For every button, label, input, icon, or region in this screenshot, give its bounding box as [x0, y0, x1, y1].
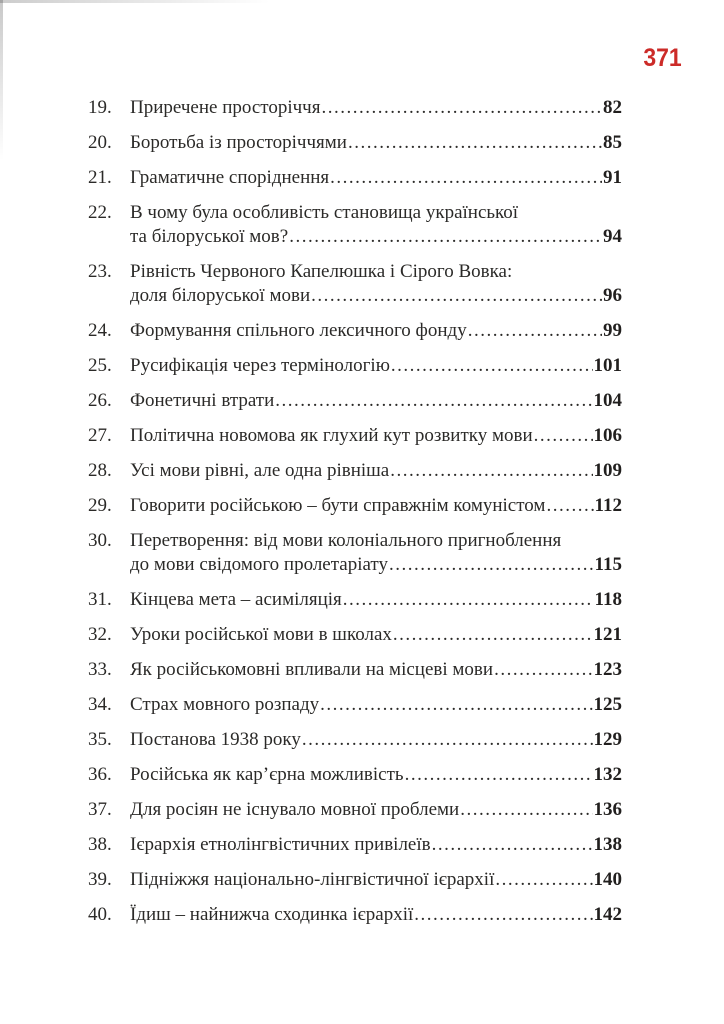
entry-page: 104 — [593, 390, 622, 411]
toc-entry — [88, 201, 622, 249]
dot-leader — [405, 763, 593, 787]
entry-page: 96 — [603, 285, 622, 306]
entry-last-line — [130, 763, 622, 787]
entry-body — [130, 319, 622, 343]
toc-entry — [88, 96, 622, 120]
entry-number: 34. — [88, 694, 112, 715]
entry-last-line — [130, 284, 622, 308]
entry-page: 136 — [593, 799, 622, 820]
entry-page: 118 — [594, 589, 622, 610]
entry-number: 39. — [88, 869, 112, 890]
entry-title-line1: В чому була особливість становища української — [130, 202, 519, 223]
entry-last-line — [130, 588, 622, 612]
entry-body — [130, 260, 622, 308]
toc-entry — [88, 763, 622, 787]
toc-entry — [88, 494, 622, 518]
dot-leader — [393, 623, 593, 647]
dot-leader — [432, 833, 593, 857]
entry-body — [130, 389, 622, 413]
entry-page: 85 — [603, 132, 622, 153]
entry-number: 38. — [88, 834, 112, 855]
toc-entry — [88, 588, 622, 612]
entry-body — [130, 588, 622, 612]
entry-last-line — [130, 96, 622, 120]
entry-number: 27. — [88, 425, 112, 446]
dot-leader — [414, 903, 592, 927]
entry-body — [130, 798, 622, 822]
dot-leader — [389, 553, 594, 577]
entry-title: Ієрархія етнолінгвістичних привілеїв — [130, 834, 431, 855]
entry-title: Як російськомовні впливали на місцеві мови — [130, 659, 494, 680]
entry-body — [130, 693, 622, 717]
entry-page: 112 — [594, 495, 622, 516]
entry-page: 94 — [603, 226, 622, 247]
toc-entry — [88, 529, 622, 577]
entry-number: 28. — [88, 460, 112, 481]
toc-entry — [88, 658, 622, 682]
entry-number: 33. — [88, 659, 112, 680]
dot-leader — [275, 389, 592, 413]
entry-number: 24. — [88, 320, 112, 341]
entry-page: 138 — [593, 834, 622, 855]
entry-page: 106 — [593, 425, 622, 446]
dot-leader — [495, 868, 592, 892]
entry-number: 37. — [88, 799, 112, 820]
entry-body — [130, 658, 622, 682]
entry-page: 140 — [593, 869, 622, 890]
entry-page: 132 — [593, 764, 622, 785]
entry-title: Постанова 1938 року — [130, 729, 301, 750]
toc-entry — [88, 868, 622, 892]
dot-leader — [343, 588, 594, 612]
toc-entry — [88, 131, 622, 155]
entry-title: Уроки російської мови в школах — [130, 624, 392, 645]
entry-last-line — [130, 424, 622, 448]
entry-page: 101 — [593, 355, 622, 376]
entry-title: Усі мови рівні, але одна рівніша — [130, 460, 390, 481]
entry-last-line — [130, 225, 622, 249]
entry-number: 20. — [88, 132, 112, 153]
entry-page: 123 — [593, 659, 622, 680]
toc-entry — [88, 903, 622, 927]
entry-title: Підніжжя національно-лінгвістичної ієрархії — [130, 869, 495, 890]
entry-body — [130, 833, 622, 857]
entry-last-line — [130, 623, 622, 647]
page-number: 371 — [643, 44, 682, 72]
entry-last-line — [130, 166, 622, 190]
entry-number: 22. — [88, 202, 112, 223]
entry-number: 31. — [88, 589, 112, 610]
entry-last-line — [130, 833, 622, 857]
dot-leader — [321, 96, 602, 120]
dot-leader — [494, 658, 592, 682]
entry-title: Політична новомова як глухий кут розвитку мови — [130, 425, 533, 446]
scan-edge-left — [0, 0, 3, 160]
entry-last-line — [130, 494, 622, 518]
entry-number: 40. — [88, 904, 112, 925]
entry-page: 129 — [593, 729, 622, 750]
entry-last-line — [130, 553, 622, 577]
entry-title: Кінцева мета – асиміляція — [130, 589, 342, 610]
entry-title: Русифікація через термінологію — [130, 355, 390, 376]
dot-leader — [546, 494, 593, 518]
entry-body — [130, 763, 622, 787]
entry-number: 32. — [88, 624, 112, 645]
dot-leader — [391, 354, 593, 378]
dot-leader — [534, 424, 593, 448]
entry-title-line1: Рівність Червоного Капелюшка і Сірого Вовка: — [130, 261, 513, 282]
entry-body — [130, 728, 622, 752]
entry-body — [130, 131, 622, 155]
dot-leader — [311, 284, 602, 308]
entry-title: Граматичне споріднення — [130, 167, 330, 188]
dot-leader — [302, 728, 593, 752]
entry-number: 30. — [88, 530, 112, 551]
entry-title: доля білоруської мови — [130, 285, 311, 306]
dot-leader — [468, 319, 602, 343]
dot-leader — [330, 166, 602, 190]
entry-title: Російська як кар’єрна можливість — [130, 764, 404, 785]
entry-title: Говорити російською – бути справжнім комуністом — [130, 495, 546, 516]
dot-leader — [460, 798, 592, 822]
entry-body — [130, 354, 622, 378]
dot-leader — [390, 459, 592, 483]
table-of-contents — [88, 96, 622, 938]
entry-number: 29. — [88, 495, 112, 516]
entry-page: 109 — [593, 460, 622, 481]
entry-body — [130, 868, 622, 892]
entry-number: 21. — [88, 167, 112, 188]
entry-title-line1: Перетворення: від мови колоніального пригноблення — [130, 530, 562, 551]
entry-page: 82 — [603, 97, 622, 118]
entry-page: 115 — [594, 554, 622, 575]
entry-last-line — [130, 459, 622, 483]
entry-page: 125 — [593, 694, 622, 715]
entry-number: 26. — [88, 390, 112, 411]
entry-body — [130, 201, 622, 249]
entry-last-line — [130, 798, 622, 822]
toc-entry — [88, 260, 622, 308]
toc-entry — [88, 693, 622, 717]
entry-number: 25. — [88, 355, 112, 376]
entry-body — [130, 96, 622, 120]
toc-entry — [88, 389, 622, 413]
entry-title: Фонетичні втрати — [130, 390, 275, 411]
entry-title: Їдиш – найнижча сходинка ієрархії — [130, 904, 414, 925]
dot-leader — [348, 131, 602, 155]
entry-page: 91 — [603, 167, 622, 188]
entry-body — [130, 903, 622, 927]
toc-entry — [88, 798, 622, 822]
entry-title: Страх мовного розпаду — [130, 694, 320, 715]
entry-last-line — [130, 354, 622, 378]
toc-entry — [88, 728, 622, 752]
entry-number: 35. — [88, 729, 112, 750]
entry-last-line — [130, 658, 622, 682]
entry-number: 36. — [88, 764, 112, 785]
scan-edge-top — [0, 0, 270, 3]
entry-page: 142 — [593, 904, 622, 925]
entry-title: Боротьба із просторіччями — [130, 132, 347, 153]
entry-title: до мови свідомого пролетаріату — [130, 554, 388, 575]
entry-last-line — [130, 903, 622, 927]
entry-title: Для росіян не існувало мовної проблеми — [130, 799, 460, 820]
entry-body — [130, 166, 622, 190]
entry-last-line — [130, 319, 622, 343]
entry-body — [130, 529, 622, 577]
toc-entry — [88, 424, 622, 448]
toc-entry — [88, 166, 622, 190]
entry-last-line — [130, 131, 622, 155]
dot-leader — [289, 225, 602, 249]
toc-entry — [88, 319, 622, 343]
entry-title: Приречене просторіччя — [130, 97, 321, 118]
entry-last-line — [130, 693, 622, 717]
entry-page: 99 — [603, 320, 622, 341]
entry-body — [130, 424, 622, 448]
entry-number: 19. — [88, 97, 112, 118]
entry-title: та білоруської мов? — [130, 226, 289, 247]
dot-leader — [320, 693, 592, 717]
toc-entry — [88, 459, 622, 483]
entry-last-line — [130, 389, 622, 413]
entry-body — [130, 459, 622, 483]
toc-entry — [88, 833, 622, 857]
entry-body — [130, 494, 622, 518]
entry-last-line — [130, 868, 622, 892]
entry-last-line — [130, 728, 622, 752]
entry-page: 121 — [593, 624, 622, 645]
toc-entry — [88, 623, 622, 647]
entry-title: Формування спільного лексичного фонду — [130, 320, 467, 341]
toc-entry — [88, 354, 622, 378]
entry-number: 23. — [88, 261, 112, 282]
entry-body — [130, 623, 622, 647]
